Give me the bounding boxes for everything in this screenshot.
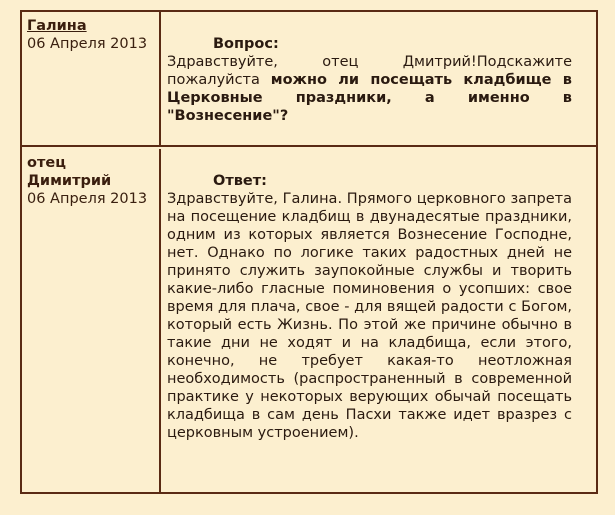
question-heading: Вопрос: <box>213 36 279 52</box>
answer-author-cell <box>22 149 161 492</box>
question-content-cell <box>161 12 596 145</box>
question-date: 06 Апреля 2013 <box>27 36 148 52</box>
answer-author-line1: отец <box>27 155 66 171</box>
question-text-plain: Здравствуйте, отец Дмитрий!Подскажите пожалуйста <box>167 54 572 88</box>
answer-content-cell <box>161 149 596 492</box>
answer-date: 06 Апреля 2013 <box>27 191 148 207</box>
answer-row <box>22 149 596 492</box>
answer-text: Здравствуйте, Галина. Прямого церковного запрета на посещение кладбищ в двунадесятые праздники, одним из которых является Вознесение Господне, нет. Однако по логике таких радостных дней не принято служить заупокойные службы и творить какие-либо гласные поминовения о усопших: свое время для плача, свое - для вящей радости с Богом, который есть Жизнь. По этой же причине обычно в такие дни не ходят и на кладбища, если этого, конечно, не требует какая-то неотложная необходимость (распространенный в современной практике у некоторых верующих обычай посещать кладбища в сам день Пасхи также идет вразрез с церковным устроением). <box>167 191 572 441</box>
question-text-bold: можно ли посещать кладбище в Церковные праздники, а именно в "Вознесение"? <box>167 72 572 124</box>
answer-author-line2: Димитрий <box>27 173 112 189</box>
question-row <box>22 12 596 147</box>
question-author-link[interactable]: Галина <box>27 18 87 34</box>
question-author-cell <box>22 12 161 145</box>
answer-heading: Ответ: <box>213 173 267 189</box>
qa-table <box>20 10 598 494</box>
question-text <box>167 53 572 125</box>
